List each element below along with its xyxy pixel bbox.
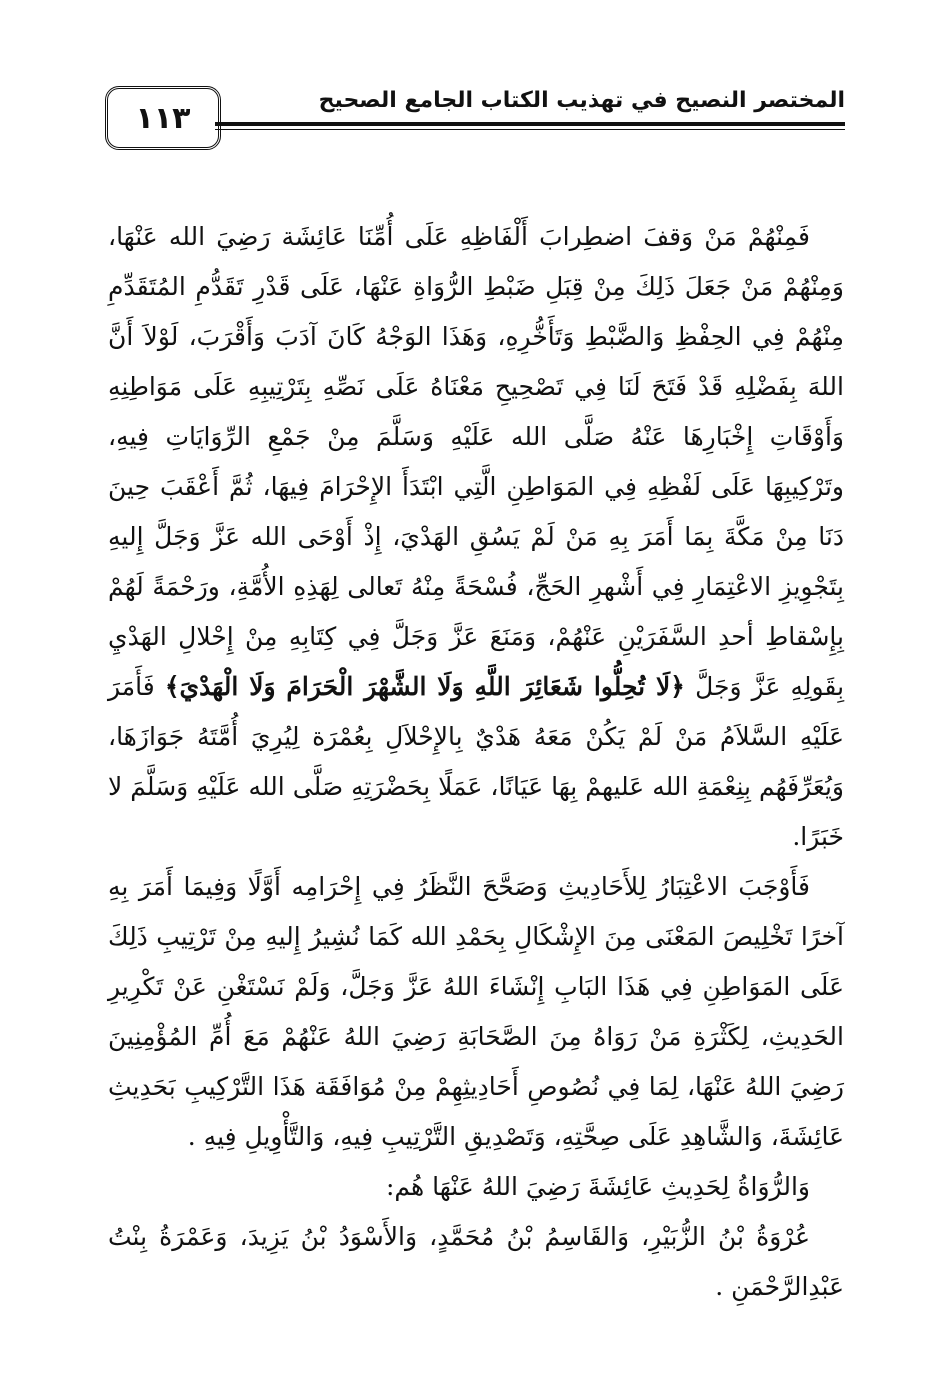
paragraph-4: عُرْوَةُ بْنُ الزُّبَيْرِ، وَالقَاسِمُ بْنُ مُحَمَّدٍ، وَالأَسْوَدُ بْنُ يَزِيدَ، وَعَمْرَةُ بِنْتُ عَبْدِالرَّحْمَنِ . xyxy=(108,1222,844,1301)
quran-verse: ﴿لَا تُحِلُّوا شَعَائِرَ اللَّهِ وَلَا الشَّهْرَ الْحَرَامَ وَلَا الْهَدْيَ﴾ xyxy=(164,672,685,701)
paragraph-1-text: فَمِنْهُمْ مَنْ وَقفَ اضطِرابَ أَلْفَاظِهِ عَلَى أُمِّنَا عَائِشَة رَضِيَ الله عَنْهَا، وَمِنْهُمْ مَنْ جَعَلَ ذَلِكَ مِنْ قِبَلِ ضَبْطِ الرُّوَاةِ عَنْهَا، عَلَى قَدْرِ تَقَدُّمِ المُتَقَدِّمِ مِنْهُمْ فِي الحِفْظِ وَالضَّبْطِ وَتَأَخُّرِهِ، وَهَذَا الوَجْهُ كَانَ آدَبَ وَأَقْرَبَ، لَوْلاَ أَنَّ اللهَ بِفَضْلِهِ قَدْ فَتَحَ لَنَا فِي تَصْحِيحِ مَعْنَاهُ عَلَى نَصِّهِ بِتَرْتِيبِهِ عَلَى مَوَاطِنِهِ وَأَوْقَاتِ إِخْبَارِهَا عَنْهُ صَلَّى الله عَلَيْهِ وَسَلَّمَ مِنْ جَمْعِ الرِّوَايَاتِ فِيهِ، وتَرْكِيبِهَا عَلَى لَفْظِهِ فِي المَوَاطِنِ الَّتِي ابْتَدَأَ الإِحْرَامَ فِيهَا، ثُمَّ أَعْقَبَ حِينَ دَنَا مِنْ مَكَّةَ بِمَا أَمَرَ بِهِ مَنْ لَمْ يَسُقِ الهَدْيَ، إِذْ أَوْحَى الله عَزَّ وَجَلَّ إِليهِ بِتَجْوِيزِ الاعْتِمَارِ فِي أَشْهرِ الحَجِّ، فُسْحَةً مِنْهُ تَعالى لِهَذِهِ الأُمَّةِ، ورَحْمَةً لَهُمْ بِإِسْقاطِ أحدِ السَّفَرَيْنِ عَنْهُمْ، وَمَنَعَ عَزَّ وَجَلَّ فِي كِتَابِهِ مِنْ إِحْلالِ الهَدْيِ بِقَولِهِ عَزَّ وَجَلَّ xyxy=(108,222,845,701)
page-number-box xyxy=(105,86,221,150)
page-number: ١١٣ xyxy=(135,100,191,136)
page-body xyxy=(108,212,844,1312)
page-header xyxy=(105,86,845,148)
paragraph-1-continuation: فَأَمَرَ عَلَيْهِ السَّلاَمُ مَنْ لَمْ يَكُنْ مَعَهُ هَدْيٌ بِالإِحْلاَلِ بِعُمْرَة لِيُرِيَ أُمَّتَهُ جَوَازَهَا، وَيُعَرِّفَهُم بِنِعْمَةِ الله عَليهمْ بِهَا عَيَانًا، عَمَلًا بِحَضْرَتِهِ صَلَّى الله عَلَيْهِ وَسَلَّمَ لا خَبَرًا. xyxy=(108,672,844,851)
paragraph-3: وَالرُّوَاةُ لِحَدِيثِ عَائِشَةَ رَضِيَ اللهُ عَنْهَا هُم: xyxy=(385,1172,810,1201)
header-rule-thin xyxy=(215,129,845,130)
header-rule xyxy=(215,122,845,126)
book-title: المختصر النصيح في تهذيب الكتاب الجامع الصحيح xyxy=(313,88,845,113)
paragraph-1 xyxy=(108,212,844,862)
paragraph-2: فَأَوْجَبَ الاعْتِبَارُ لِلأَحَادِيثِ وَصَحَّحَ النَّظَرُ فِي إِحْرَامِه أَوَّلًا وَفِيمَا أَمَرَ بِهِ آخرًا تَخْلِيصَ المَعْنَى مِنَ الإِشْكَالِ بِحَمْدِ الله كَمَا نُشِيرُ إِليهِ مِنْ تَرْتِيبِ ذَلِكَ عَلَى المَوَاطِنِ فِي هَذَا البَابِ إِنْشَاءَ اللهُ عَزَّ وَجَلَّ، وَلَمْ نَسْتَغْنِ عَنْ تَكْرِيرِ الحَدِيثِ، لِكَثْرَةِ مَنْ رَوَاهُ مِنَ الصَّحَابَةِ رَضِيَ اللهُ عَنْهُمْ مَعَ أُمِّ المُؤْمِنِينَ رَضِيَ اللهُ عَنْهَا، لِمَا فِي نُصُوصِ أَحَادِيثِهِمْ مِنْ مُوَافَقَة هَذَا التَّرْكِيبِ بَحَدِيثِ عَائِشَةَ، وَالشَّاهِدِ عَلَى صِحَّتِهِ، وَتَصْدِيقِ التَّرْتِيبِ فِيهِ، وَالتَّأْوِيلِ فِيهِ . xyxy=(108,872,844,1151)
